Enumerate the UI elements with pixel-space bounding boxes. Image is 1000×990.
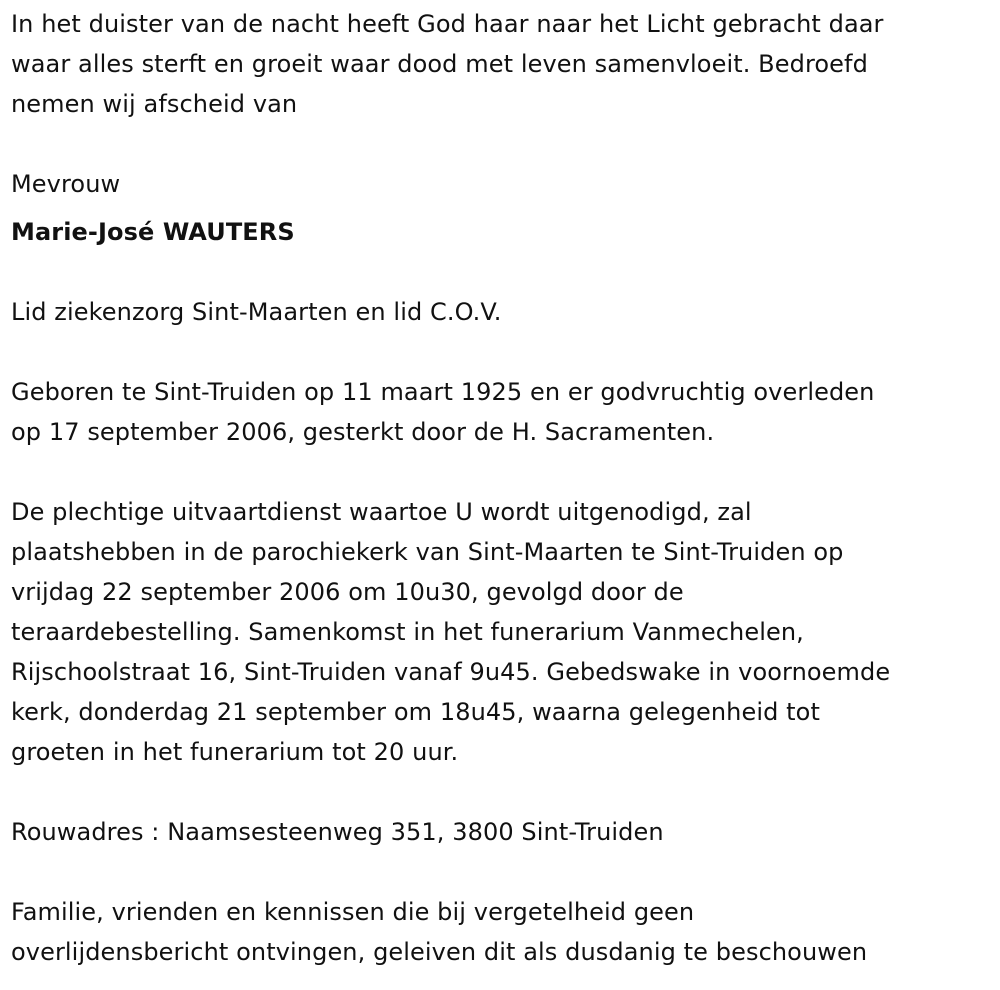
closing-line: Familie, vrienden en kennissen die bij vergetelheid geen [11, 898, 695, 926]
spacer [11, 772, 991, 812]
funeral-line: groeten in het funerarium tot 20 uur. [11, 738, 459, 766]
birth-death-line: op 17 september 2006, gesterkt door de H. Sacramenten. [11, 418, 715, 446]
spacer [11, 852, 991, 892]
birth-death-paragraph [11, 372, 991, 452]
death-notice [11, 4, 991, 972]
closing-paragraph [11, 892, 991, 972]
birth-death-line: Geboren te Sint-Truiden op 11 maart 1925 en er godvruchtig overleden [11, 378, 875, 406]
membership-line: Lid ziekenzorg Sint-Maarten en lid C.O.V. [11, 298, 502, 326]
salutation: Mevrouw [11, 170, 121, 198]
intro-paragraph [11, 4, 991, 124]
intro-line: waar alles sterft en groeit waar dood met leven samenvloeit. Bedroefd [11, 50, 868, 78]
funeral-line: De plechtige uitvaartdienst waartoe U wordt uitgenodigd, zal [11, 498, 752, 526]
spacer [11, 252, 991, 292]
funeral-line: plaatshebben in de parochiekerk van Sint-Maarten te Sint-Truiden op [11, 538, 844, 566]
funeral-paragraph [11, 492, 991, 772]
intro-line: In het duister van de nacht heeft God haar naar het Licht gebracht daar [11, 10, 884, 38]
mourning-address: Rouwadres : Naamsesteenweg 351, 3800 Sint-Truiden [11, 818, 664, 846]
spacer [11, 452, 991, 492]
closing-line: overlijdensbericht ontvingen, geleiven dit als dusdanig te beschouwen [11, 938, 868, 966]
funeral-line: vrijdag 22 september 2006 om 10u30, gevolgd door de [11, 578, 684, 606]
deceased-name: Marie-José WAUTERS [11, 218, 295, 246]
funeral-line: teraardebestelling. Samenkomst in het funerarium Vanmechelen, [11, 618, 804, 646]
funeral-line: Rijschoolstraat 16, Sint-Truiden vanaf 9u45. Gebedswake in voornoemde [11, 658, 891, 686]
intro-line: nemen wij afscheid van [11, 90, 298, 118]
spacer [11, 124, 991, 164]
funeral-line: kerk, donderdag 21 september om 18u45, waarna gelegenheid tot [11, 698, 820, 726]
spacer [11, 332, 991, 372]
